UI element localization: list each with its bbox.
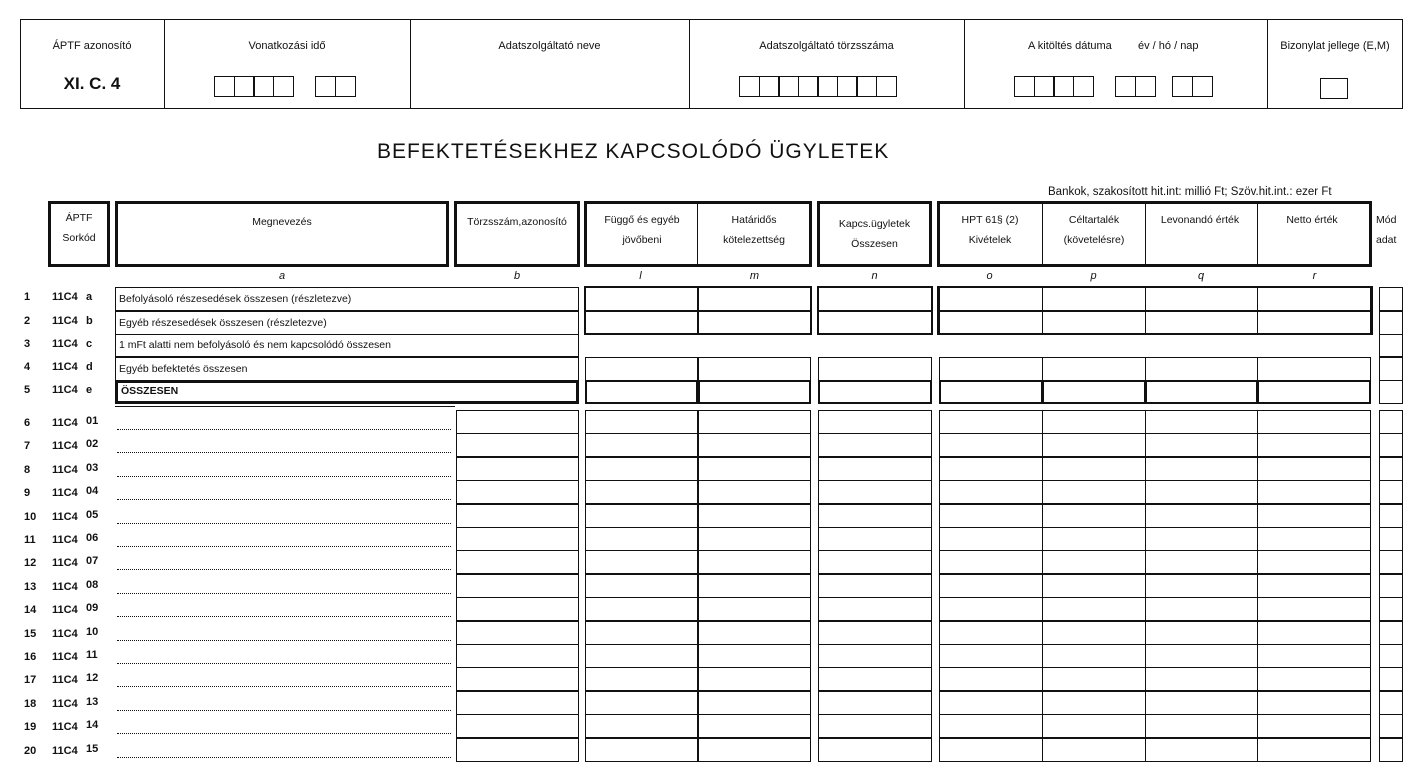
row-code: 11C4 — [52, 291, 78, 303]
row-number: 8 — [24, 464, 31, 476]
period-year-field[interactable] — [214, 76, 292, 97]
value-cell[interactable] — [818, 714, 932, 738]
value-cell[interactable] — [698, 691, 811, 715]
row-code: 11C4 — [52, 511, 78, 523]
mod-cell[interactable] — [1379, 287, 1403, 311]
row-suffix: 11 — [86, 649, 98, 661]
row-suffix: 10 — [86, 626, 99, 638]
header-divider — [1267, 19, 1268, 109]
col-header-divider — [1257, 201, 1258, 267]
row-code: 11C4 — [52, 721, 78, 733]
aptf-id-label: ÁPTF azonosító — [52, 40, 132, 52]
value-cell[interactable] — [1145, 504, 1258, 528]
value-cell[interactable] — [585, 550, 698, 574]
value-cell[interactable] — [1042, 574, 1146, 598]
value-cell[interactable] — [1257, 527, 1371, 551]
value-cell[interactable] — [1145, 621, 1258, 645]
mod-cell[interactable] — [1379, 621, 1403, 645]
col-header-a: Megnevezés — [115, 201, 449, 267]
row-code: 11C4 — [52, 315, 78, 327]
reg-number-cell[interactable] — [456, 714, 579, 738]
row-suffix: 06 — [86, 532, 99, 544]
mod-cell[interactable] — [1379, 550, 1403, 574]
mod-cell[interactable] — [1379, 334, 1403, 357]
value-cell[interactable] — [818, 433, 932, 457]
col-header-divider — [1042, 201, 1043, 267]
value-cell[interactable] — [818, 480, 932, 504]
header-divider — [164, 19, 165, 109]
value-cell[interactable] — [939, 550, 1043, 574]
value-cell[interactable] — [698, 621, 811, 645]
value-cell[interactable] — [698, 357, 811, 381]
col-letter-q: q — [1197, 270, 1205, 282]
value-cell[interactable] — [1257, 433, 1371, 457]
value-cell[interactable] — [1042, 550, 1146, 574]
row-name-line[interactable] — [117, 663, 451, 664]
value-cell[interactable] — [1042, 597, 1146, 621]
value-cell[interactable] — [1145, 410, 1258, 434]
row-suffix: 05 — [86, 509, 99, 521]
value-cell[interactable] — [1257, 480, 1371, 504]
reg-number-cell[interactable] — [456, 644, 579, 668]
row-name-line[interactable] — [117, 616, 451, 617]
value-cell[interactable] — [939, 457, 1043, 481]
value-cell[interactable] — [818, 504, 932, 528]
mod-cell[interactable] — [1379, 504, 1403, 528]
reg-number-cell[interactable] — [456, 621, 579, 645]
reg-number-cell[interactable] — [456, 433, 579, 457]
row-label: 1 mFt alatti nem befolyásoló és nem kapcsolódó összesen — [115, 334, 579, 357]
col-header-l: Függő és egyéb jövőbeni — [604, 214, 680, 246]
row-suffix: c — [86, 338, 93, 350]
value-cell[interactable] — [818, 550, 932, 574]
value-cell[interactable] — [1145, 480, 1258, 504]
row-number: 6 — [24, 417, 31, 429]
value-cell[interactable] — [585, 597, 698, 621]
value-cell[interactable] — [939, 410, 1043, 434]
value-cell[interactable] — [1145, 574, 1258, 598]
col-header-divider — [1145, 201, 1146, 267]
value-cell[interactable] — [585, 644, 698, 668]
period-month-field[interactable] — [315, 76, 354, 97]
row-code: 11C4 — [52, 384, 78, 396]
row-label: Egyéb befektetés összesen — [115, 357, 579, 381]
row-code: 11C4 — [52, 338, 78, 350]
value-cell[interactable] — [1257, 574, 1371, 598]
row-code: 11C4 — [52, 464, 78, 476]
row-suffix: 01 — [86, 415, 99, 427]
value-cell[interactable] — [1042, 433, 1146, 457]
row-code: 11C4 — [52, 361, 78, 373]
row-suffix: 07 — [86, 555, 99, 567]
mod-cell[interactable] — [1379, 667, 1403, 691]
value-cell[interactable] — [1145, 380, 1258, 404]
row-label: Befolyásoló részesedések összesen (részletezve) — [115, 287, 579, 311]
reg-number-cell[interactable] — [456, 574, 579, 598]
reg-number-cell[interactable] — [456, 597, 579, 621]
mod-cell[interactable] — [1379, 311, 1403, 335]
col-header-m: Határidős kötelezettség — [723, 214, 785, 246]
reg-number-cell[interactable] — [456, 457, 579, 481]
row-name-line[interactable] — [117, 640, 451, 641]
col-letter-a: a — [278, 270, 286, 282]
value-cell[interactable] — [939, 667, 1043, 691]
mod-cell[interactable] — [1379, 714, 1403, 738]
reg-number-cell[interactable] — [456, 480, 579, 504]
col-letter-l: l — [639, 270, 642, 282]
row-name-line[interactable] — [117, 686, 451, 687]
value-cell[interactable] — [1257, 597, 1371, 621]
row-code: 11C4 — [52, 487, 78, 499]
value-cell[interactable] — [698, 457, 811, 481]
reg-number-cell[interactable] — [456, 550, 579, 574]
value-cell[interactable] — [818, 410, 932, 434]
value-cell[interactable] — [698, 550, 811, 574]
value-cell[interactable] — [585, 380, 698, 404]
col-letter-r: r — [1312, 270, 1317, 282]
value-cell[interactable] — [939, 433, 1043, 457]
row-number: 13 — [24, 581, 37, 593]
value-cell[interactable] — [698, 527, 811, 551]
reg-number-cell[interactable] — [456, 667, 579, 691]
col-header-sorkod: ÁPTF Sorkód — [48, 201, 110, 267]
summary-frame — [937, 286, 1373, 335]
row-number: 15 — [24, 628, 37, 640]
header-divider — [964, 19, 965, 109]
row-number: 1 — [24, 291, 31, 303]
row-code: 11C4 — [52, 581, 78, 593]
row-code: 11C4 — [52, 628, 78, 640]
value-cell[interactable] — [818, 667, 932, 691]
value-cell[interactable] — [1042, 644, 1146, 668]
row-code: 11C4 — [52, 745, 78, 757]
value-cell[interactable] — [585, 527, 698, 551]
value-cell[interactable] — [1257, 714, 1371, 738]
value-cell[interactable] — [1145, 738, 1258, 762]
value-cell[interactable] — [1042, 380, 1146, 404]
mod-cell[interactable] — [1379, 527, 1403, 551]
value-cell[interactable] — [939, 574, 1043, 598]
row-number: 19 — [24, 721, 37, 733]
value-cell[interactable] — [585, 574, 698, 598]
value-cell[interactable] — [698, 433, 811, 457]
provider-reg-label: Adatszolgáltató törzsszáma — [759, 40, 894, 52]
value-cell[interactable] — [1042, 504, 1146, 528]
value-cell[interactable] — [939, 714, 1043, 738]
row-code: 11C4 — [52, 651, 78, 663]
header-divider — [410, 19, 411, 109]
mod-cell[interactable] — [1379, 574, 1403, 598]
row-number: 18 — [24, 698, 37, 710]
value-cell[interactable] — [1145, 457, 1258, 481]
row-number: 14 — [24, 604, 37, 616]
value-cell[interactable] — [698, 380, 811, 404]
col-header-n: Kapcs.ügyletek Összesen — [817, 201, 932, 267]
fill-date-label: A kitöltés dátuma — [1028, 40, 1112, 52]
value-cell[interactable] — [1257, 380, 1371, 404]
row-name-line[interactable] — [117, 569, 451, 570]
value-cell[interactable] — [698, 410, 811, 434]
col-letter-n: n — [871, 270, 878, 282]
value-cell[interactable] — [1145, 597, 1258, 621]
doc-type-label: Bizonylat jellege (E,M) — [1280, 40, 1390, 52]
value-cell[interactable] — [698, 644, 811, 668]
mod-cell[interactable] — [1379, 433, 1403, 457]
row-name-line[interactable] — [117, 757, 451, 758]
mod-cell[interactable] — [1379, 410, 1403, 434]
value-cell[interactable] — [1042, 621, 1146, 645]
row-name-line[interactable] — [117, 546, 451, 547]
value-cell[interactable] — [1042, 691, 1146, 715]
row-name-line[interactable] — [117, 593, 451, 594]
row-label: Egyéb részesedések összesen (részletezve) — [115, 311, 579, 335]
value-cell[interactable] — [585, 621, 698, 645]
value-cell[interactable] — [939, 621, 1043, 645]
value-cell[interactable] — [1145, 527, 1258, 551]
reg-number-cell[interactable] — [456, 410, 579, 434]
value-cell[interactable] — [1145, 691, 1258, 715]
fill-date-year-field[interactable] — [1014, 76, 1092, 97]
value-cell[interactable] — [585, 480, 698, 504]
row-name-line[interactable] — [117, 452, 451, 453]
row-code: 11C4 — [52, 417, 78, 429]
value-cell[interactable] — [585, 457, 698, 481]
doc-type-field[interactable] — [1320, 78, 1347, 99]
value-cell[interactable] — [1042, 410, 1146, 434]
value-cell[interactable] — [939, 597, 1043, 621]
value-cell[interactable] — [939, 480, 1043, 504]
value-cell[interactable] — [1257, 357, 1371, 381]
value-cell[interactable] — [939, 527, 1043, 551]
row-code: 11C4 — [52, 604, 78, 616]
value-cell[interactable] — [1257, 691, 1371, 715]
fill-date-day-field[interactable] — [1172, 76, 1211, 97]
row-code: 11C4 — [52, 440, 78, 452]
value-cell[interactable] — [1257, 667, 1371, 691]
value-cell[interactable] — [1257, 621, 1371, 645]
mod-cell[interactable] — [1379, 380, 1403, 404]
reg-number-cell[interactable] — [456, 504, 579, 528]
row-name-line[interactable] — [117, 499, 451, 500]
mod-cell[interactable] — [1379, 357, 1403, 381]
aptf-id-value: XI. C. 4 — [63, 74, 121, 93]
value-cell[interactable] — [1145, 433, 1258, 457]
value-cell[interactable] — [939, 357, 1043, 381]
row-code: 11C4 — [52, 674, 78, 686]
units-note: Bankok, szakosított hit.int: millió Ft; Szöv.hit.int.: ezer Ft — [1048, 186, 1332, 198]
value-cell[interactable] — [818, 644, 932, 668]
value-cell[interactable] — [585, 667, 698, 691]
provider-reg-field[interactable] — [739, 76, 895, 97]
value-cell[interactable] — [585, 357, 698, 381]
value-cell[interactable] — [1145, 644, 1258, 668]
row-name-line[interactable] — [117, 429, 451, 430]
row-number: 17 — [24, 674, 37, 686]
fill-date-format: év / hó / nap — [1138, 40, 1199, 52]
value-cell[interactable] — [1145, 357, 1258, 381]
row-suffix: d — [86, 361, 93, 373]
value-cell[interactable] — [818, 597, 932, 621]
row-code: 11C4 — [52, 534, 78, 546]
row-suffix: 13 — [86, 696, 99, 708]
row-number: 11 — [24, 534, 36, 546]
row-number: 12 — [24, 557, 37, 569]
value-cell[interactable] — [1042, 357, 1146, 381]
row-name-line[interactable] — [117, 710, 451, 711]
value-cell[interactable] — [698, 667, 811, 691]
value-cell[interactable] — [698, 738, 811, 762]
value-cell[interactable] — [939, 504, 1043, 528]
value-cell[interactable] — [585, 410, 698, 434]
value-cell[interactable] — [1042, 527, 1146, 551]
mod-cell[interactable] — [1379, 644, 1403, 668]
row-suffix: 03 — [86, 462, 99, 474]
provider-name-label: Adatszolgáltató neve — [498, 40, 601, 52]
row-suffix: 04 — [86, 485, 99, 497]
row-suffix: 02 — [86, 438, 99, 450]
value-cell[interactable] — [585, 504, 698, 528]
value-cell[interactable] — [939, 380, 1043, 404]
row-suffix: 15 — [86, 743, 99, 755]
value-cell[interactable] — [1257, 504, 1371, 528]
value-cell[interactable] — [1257, 644, 1371, 668]
row-suffix: e — [86, 384, 93, 396]
period-label: Vonatkozási idő — [248, 40, 326, 52]
value-cell[interactable] — [1042, 714, 1146, 738]
col-header-divider — [697, 201, 698, 267]
header-divider — [689, 19, 690, 109]
value-cell[interactable] — [698, 504, 811, 528]
value-cell[interactable] — [1257, 550, 1371, 574]
fill-date-month-field[interactable] — [1115, 76, 1154, 97]
value-cell[interactable] — [585, 433, 698, 457]
row-number: 10 — [24, 511, 37, 523]
value-cell[interactable] — [585, 738, 698, 762]
row-suffix: 08 — [86, 579, 99, 591]
row-number: 20 — [24, 745, 37, 757]
value-cell[interactable] — [585, 714, 698, 738]
value-cell[interactable] — [698, 574, 811, 598]
value-cell[interactable] — [818, 738, 932, 762]
value-cell[interactable] — [939, 738, 1043, 762]
value-cell[interactable] — [585, 691, 698, 715]
value-cell[interactable] — [1257, 410, 1371, 434]
summary-frame — [584, 286, 812, 335]
value-cell[interactable] — [1257, 738, 1371, 762]
col-header-b: Törzsszám,azonosító — [454, 201, 580, 267]
value-cell[interactable] — [698, 714, 811, 738]
row-code: 11C4 — [52, 698, 78, 710]
value-cell[interactable] — [939, 644, 1043, 668]
mod-cell[interactable] — [1379, 480, 1403, 504]
value-cell[interactable] — [1042, 457, 1146, 481]
reg-number-cell[interactable] — [456, 527, 579, 551]
value-cell[interactable] — [818, 574, 932, 598]
value-cell[interactable] — [1145, 714, 1258, 738]
row-number: 7 — [24, 440, 31, 452]
value-cell[interactable] — [818, 380, 932, 404]
value-cell[interactable] — [1042, 738, 1146, 762]
row-name-line[interactable] — [117, 733, 451, 734]
row-code: 11C4 — [52, 557, 78, 569]
mod-cell[interactable] — [1379, 691, 1403, 715]
row-name-line[interactable] — [117, 523, 451, 524]
value-cell[interactable] — [818, 621, 932, 645]
reg-number-cell[interactable] — [456, 738, 579, 762]
row-suffix: 12 — [86, 672, 99, 684]
col-header-o: HPT 61§ (2) Kivételek — [961, 214, 1019, 246]
row-number: 3 — [24, 338, 31, 350]
value-cell[interactable] — [698, 597, 811, 621]
value-cell[interactable] — [1145, 667, 1258, 691]
section-separator — [115, 406, 455, 407]
reg-number-cell[interactable] — [456, 691, 579, 715]
form-title: BEFEKTETÉSEKHEZ KAPCSOLÓDÓ ÜGYLETEK — [377, 140, 890, 163]
col-header-r: Netto érték — [1286, 214, 1338, 226]
row-label: ÖSSZESEN — [115, 380, 579, 404]
row-number: 5 — [24, 384, 31, 396]
row-number: 2 — [24, 315, 31, 327]
value-cell[interactable] — [939, 691, 1043, 715]
value-cell[interactable] — [1257, 457, 1371, 481]
row-name-line[interactable] — [117, 476, 451, 477]
value-cell[interactable] — [1042, 480, 1146, 504]
col-letter-m: m — [749, 270, 760, 282]
row-suffix: 14 — [86, 719, 99, 731]
value-cell[interactable] — [818, 457, 932, 481]
col-letter-b: b — [513, 270, 521, 282]
value-cell[interactable] — [1145, 550, 1258, 574]
value-cell[interactable] — [818, 357, 932, 381]
mod-cell[interactable] — [1379, 738, 1403, 762]
col-header-p: Céltartalék (követelésre) — [1063, 214, 1125, 246]
row-suffix: 09 — [86, 602, 99, 614]
row-number: 4 — [24, 361, 31, 373]
mod-cell[interactable] — [1379, 597, 1403, 621]
value-cell[interactable] — [1042, 667, 1146, 691]
summary-frame — [817, 286, 933, 335]
col-header-q: Levonandó érték — [1160, 214, 1240, 226]
value-cell[interactable] — [698, 480, 811, 504]
col-letter-o: o — [986, 270, 993, 282]
col-header-mod: Mód adat — [1376, 214, 1397, 246]
col-letter-p: p — [1090, 270, 1097, 282]
row-number: 9 — [24, 487, 31, 499]
row-suffix: b — [86, 315, 93, 327]
row-number: 16 — [24, 651, 37, 663]
value-cell[interactable] — [818, 691, 932, 715]
value-cell[interactable] — [818, 527, 932, 551]
mod-cell[interactable] — [1379, 457, 1403, 481]
row-suffix: a — [86, 291, 93, 303]
